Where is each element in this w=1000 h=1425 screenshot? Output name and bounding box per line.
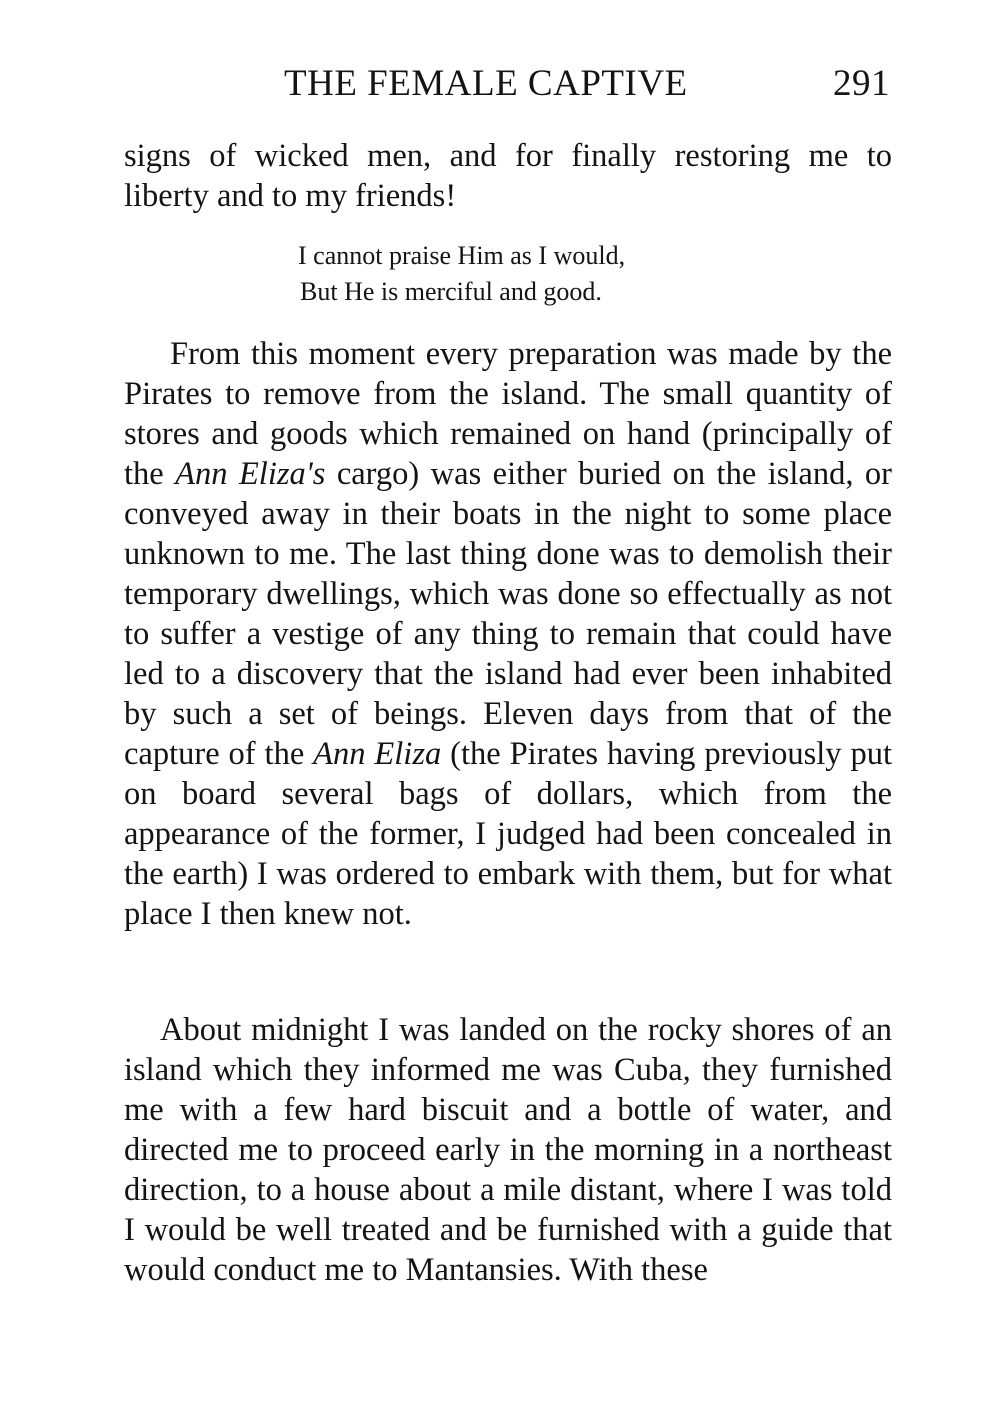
verse-line-2: But He is merciful and good. bbox=[300, 277, 602, 306]
paragraph-3 bbox=[124, 1010, 892, 1290]
page-number: 291 bbox=[833, 63, 890, 104]
ship-name: Ann Eliza bbox=[313, 736, 442, 772]
paragraph-2-part-3: (the Pirates having previously put on board several bags of dollars, which from the appearance of the former, I judged had been concealed in the earth) I was ordered to embark with them, but for what place I then knew not. bbox=[124, 736, 892, 932]
paragraph-2-part-1: From this moment every preparation was made by the Pirates to remove from the island. The small quantity of stores and goods which remained on hand (principally of the bbox=[124, 336, 892, 492]
running-head bbox=[284, 62, 890, 112]
paragraph-2-text bbox=[124, 334, 892, 934]
chapter-title: THE FEMALE CAPTIVE bbox=[284, 63, 688, 104]
verse-quote bbox=[298, 238, 625, 310]
paragraph-2 bbox=[124, 334, 892, 934]
ship-name-possessive: Ann Eliza's bbox=[175, 456, 326, 492]
paragraph-1-text: signs of wicked men, and for finally restoring me to liberty and to my friends! bbox=[124, 138, 892, 214]
paragraph-3-text: About midnight I was landed on the rocky shores of an island which they informed me was Cuba, they furnished me with a few hard biscuit and a bottle of water, and directed me to proceed early in the morning in a northeast direction, to a house about a mile distant, where I was told I would be well treated and be furnished with a guide that would conduct me to Mantansies. With these bbox=[124, 1012, 892, 1288]
paragraph-continued bbox=[124, 136, 892, 216]
verse-line-1: I cannot praise Him as I would, bbox=[298, 241, 626, 270]
paragraph-2-part-2: cargo) was either buried on the island, or conveyed away in their boats in the night to some place unknown to me. The last thing done was to demolish their temporary dwellings, which was done so effectually as not to suffer a vestige of any thing to remain that could have led to a discovery that the island had ever been inhabited by such a set of beings. Eleven days from that of the capture of the bbox=[124, 456, 892, 772]
